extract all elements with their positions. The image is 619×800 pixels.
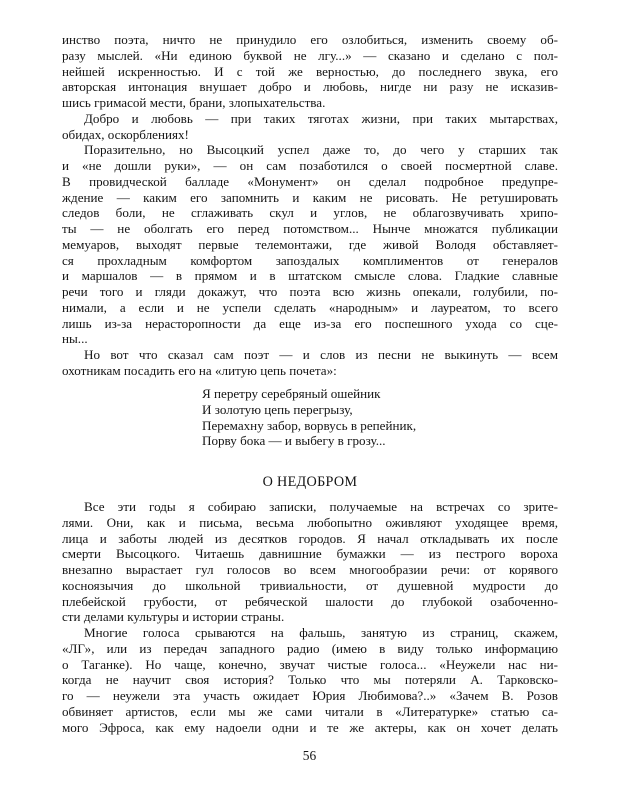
page-number: 56: [302, 748, 317, 763]
poem-line: И золотую цепь перегрызу,: [202, 401, 353, 417]
text-line: ся прохладным комфортом запоздалых комплиментов от генералов: [62, 252, 558, 268]
text-line: разу мыслей. «Ни единою буквой не лгу...» — сказано и сделано с пол-: [62, 47, 558, 63]
poem-line: Перемахну забор, ворвусь в репейник,: [202, 417, 417, 433]
text-line: о Таганке). Но чаще, конечно, звучат чистые голоса... «Неужели нас ни-: [62, 656, 558, 672]
text-line: плебейской грубости, от ребяческой шалости до глубокой озабоченно-: [62, 593, 558, 609]
text-line: го — неужели эта участь ожидает Юрия Любимова?..» «Зачем В. Розов: [62, 688, 558, 703]
text-line: и маршалов — в прямом и в штатском смысле слова. Гладкие славные: [62, 268, 558, 284]
text-line: ты — не оболгать его перед потомством... Нынче множатся публикации: [62, 221, 558, 236]
text-line: косноязычия до школьной тривиальности, от душевной мудрости до: [62, 577, 558, 593]
text-line: «ЛГ», или из передач западного радио (имею в виду только информацию: [62, 640, 558, 656]
text-block-top: [62, 32, 558, 379]
text-line: внезапно вырастает гул голосов во всем многообразии речи: от корявого: [62, 562, 558, 577]
section-heading: О НЕДОБРОМ: [262, 474, 358, 490]
text-line: обвиняет артистов, если мы же сами читали в «Литературке» статью са-: [62, 703, 558, 719]
text-line: Многие голоса срываются на фальшь, занятую из страниц, скажем,: [84, 625, 558, 640]
poem-line: Порву бока — и выбегу в грозу...: [202, 433, 386, 449]
text-line: мемуаров, выходят первые телемонтажи, где живой Володя обставляет-: [62, 236, 558, 252]
text-line: ждение — каким его запомнить и каким не рисовать. Не ретушировать: [62, 189, 558, 205]
text-line: ны...: [62, 331, 88, 347]
text-line: лица и заботы людей из десятков городов. Я начал откладывать их после: [62, 530, 558, 546]
text-line: инство поэта, ничто не принудило его озлобиться, изменить своему об-: [62, 32, 558, 47]
text-line: нимали, а если и не успели сделать «народным» и лауреатом, то всего: [62, 299, 558, 315]
text-line: смерти Высоцкого. Читаешь давнишние бумажки — из пестрого вороха: [62, 546, 558, 562]
text-line: и «не дошли руки», — он сам позаботился о своей посмертной славе.: [62, 158, 558, 173]
text-line: когда не научит своя история? Только что мы потеряли А. Тарковско-: [62, 672, 558, 688]
text-line: лями. Они, как и письма, весьма любопытно оживляют уходящее время,: [62, 514, 558, 530]
text-line: Добро и любовь — при таких тяготах жизни, при таких мытарствах,: [84, 110, 558, 126]
text-line: шись гримасой мести, брани, злопыхательства.: [62, 95, 326, 110]
text-line: мого Эфроса, как ему надоели одни и те же актеры, как он хочет делать: [62, 719, 558, 735]
text-line: следов боли, не сглаживать скул и углов, не облагозвучивать хрипо-: [62, 205, 558, 221]
text-line: Но вот что сказал сам поэт — и слов из песни не выкинуть — всем: [84, 347, 558, 362]
text-line: сти делами культуры и истории страны.: [62, 609, 285, 625]
text-line: обидах, оскорблениях!: [62, 126, 189, 142]
text-line: Поразительно, но Высоцкий успел даже то, до чего у старших так: [84, 142, 558, 158]
text-line: речи того и гляди докажут, что поэта всю жизнь опекали, голубили, по-: [62, 284, 558, 299]
text-line: В провидческой балладе «Монумент» он сделал подробное предупре-: [62, 173, 558, 189]
poem-quote: [202, 386, 416, 449]
text-line: лишь из-за нерасторопности да еще из-за его поспешного ухода со сце-: [62, 315, 558, 331]
text-line: нейшей искренностью. И с той же верностью, до последнего звука, его: [62, 63, 558, 79]
text-block-bottom: [62, 499, 558, 735]
text-line: авторская интонация внушает добро и любовь, нигде ни разу не исказив-: [62, 79, 558, 95]
poem-line: Я перетру серебряный ошейник: [202, 386, 381, 401]
text-line: Все эти годы я собираю записки, получаемые на встречах со зрите-: [84, 499, 558, 514]
text-line: охотникам посадить его на «литую цепь почета»:: [62, 362, 337, 378]
